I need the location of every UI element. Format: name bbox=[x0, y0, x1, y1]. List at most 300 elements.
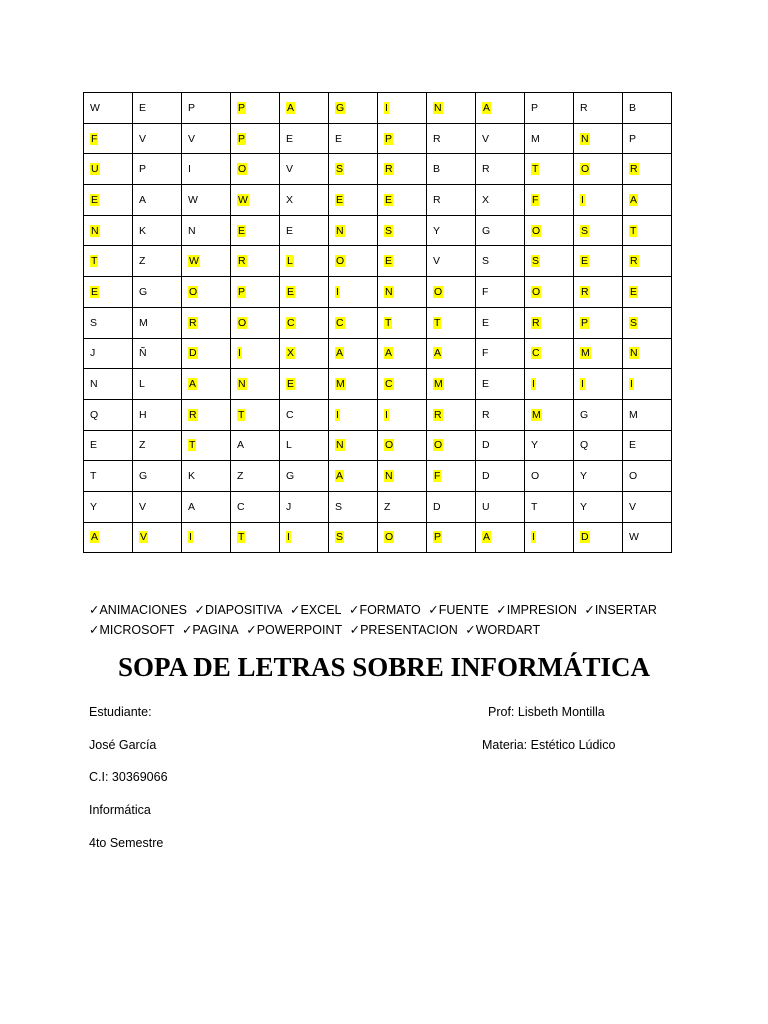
grid-letter: Y bbox=[90, 500, 98, 513]
grid-cell bbox=[476, 522, 525, 553]
grid-letter: O bbox=[238, 163, 247, 176]
grid-letter: E bbox=[581, 255, 589, 268]
grid-cell bbox=[574, 338, 623, 369]
grid-cell bbox=[329, 369, 378, 400]
grid-letter: Z bbox=[384, 500, 391, 513]
grid-cell bbox=[476, 185, 525, 216]
grid-letter: S bbox=[336, 531, 344, 544]
grid-cell bbox=[476, 338, 525, 369]
grid-letter: A bbox=[237, 439, 245, 452]
grid-cell bbox=[378, 369, 427, 400]
grid-cell bbox=[427, 123, 476, 154]
grid-letter: M bbox=[532, 408, 541, 421]
grid-letter: E bbox=[286, 132, 294, 145]
grid-cell bbox=[525, 461, 574, 492]
grid-cell bbox=[427, 369, 476, 400]
grid-cell bbox=[182, 307, 231, 338]
grid-cell bbox=[182, 215, 231, 246]
grid-cell bbox=[574, 430, 623, 461]
grid-cell bbox=[280, 491, 329, 522]
grid-cell bbox=[84, 338, 133, 369]
grid-cell bbox=[574, 399, 623, 430]
grid-cell bbox=[378, 93, 427, 124]
grid-cell bbox=[329, 246, 378, 277]
grid-cell bbox=[427, 430, 476, 461]
grid-letter: A bbox=[630, 193, 638, 206]
grid-cell bbox=[476, 154, 525, 185]
grid-letter: O bbox=[238, 316, 247, 329]
grid-cell bbox=[231, 307, 280, 338]
grid-letter: R bbox=[630, 163, 638, 176]
grid-letter: P bbox=[238, 101, 246, 114]
grid-letter: J bbox=[90, 347, 96, 360]
grid-letter: T bbox=[238, 531, 245, 544]
grid-letter: P bbox=[188, 101, 196, 114]
grid-cell bbox=[574, 154, 623, 185]
grid-letter: I bbox=[336, 285, 339, 298]
grid-letter: S bbox=[336, 163, 344, 176]
grid-cell bbox=[623, 461, 672, 492]
grid-letter: S bbox=[90, 316, 98, 329]
grid-cell bbox=[280, 461, 329, 492]
word-list-item: ✓WORDART bbox=[465, 623, 541, 637]
grid-cell bbox=[231, 277, 280, 308]
grid-letter: S bbox=[482, 255, 490, 268]
grid-letter: E bbox=[385, 255, 393, 268]
grid-cell bbox=[574, 307, 623, 338]
grid-letter: A bbox=[188, 500, 196, 513]
grid-cell bbox=[133, 430, 182, 461]
grid-letter: S bbox=[385, 224, 393, 237]
grid-letter: R bbox=[532, 316, 540, 329]
grid-letter: Q bbox=[90, 408, 99, 421]
grid-letter: A bbox=[91, 531, 99, 544]
grid-cell bbox=[378, 461, 427, 492]
grid-cell bbox=[182, 461, 231, 492]
grid-letter: Y bbox=[580, 500, 588, 513]
grid-cell bbox=[427, 461, 476, 492]
grid-cell bbox=[476, 93, 525, 124]
grid-letter: R bbox=[433, 132, 441, 145]
grid-letter: K bbox=[139, 224, 147, 237]
grid-letter: O bbox=[189, 285, 198, 298]
grid-letter: O bbox=[385, 531, 394, 544]
grid-letter: L bbox=[286, 439, 292, 452]
grid-row bbox=[84, 185, 672, 216]
grid-cell bbox=[133, 123, 182, 154]
grid-letter: F bbox=[482, 285, 489, 298]
grid-cell bbox=[574, 185, 623, 216]
grid-letter: Y bbox=[531, 439, 539, 452]
grid-cell bbox=[378, 491, 427, 522]
grid-letter: D bbox=[189, 347, 197, 360]
grid-letter: I bbox=[287, 531, 290, 544]
grid-cell bbox=[476, 215, 525, 246]
grid-letter: A bbox=[336, 470, 344, 483]
grid-letter: E bbox=[336, 193, 344, 206]
grid-cell bbox=[623, 154, 672, 185]
grid-cell bbox=[378, 430, 427, 461]
grid-cell bbox=[280, 522, 329, 553]
grid-letter: D bbox=[482, 470, 490, 483]
grid-cell bbox=[182, 338, 231, 369]
grid-letter: C bbox=[385, 378, 393, 391]
grid-cell bbox=[280, 185, 329, 216]
grid-cell bbox=[623, 123, 672, 154]
grid-letter: U bbox=[91, 163, 99, 176]
grid-row bbox=[84, 430, 672, 461]
grid-row bbox=[84, 399, 672, 430]
grid-cell bbox=[427, 338, 476, 369]
grid-letter: C bbox=[336, 316, 344, 329]
grid-cell bbox=[574, 246, 623, 277]
grid-letter: B bbox=[629, 101, 637, 114]
grid-letter: F bbox=[434, 470, 441, 483]
grid-cell bbox=[280, 246, 329, 277]
grid-cell bbox=[378, 215, 427, 246]
grid-letter: E bbox=[287, 285, 295, 298]
grid-cell bbox=[623, 246, 672, 277]
grid-cell bbox=[427, 522, 476, 553]
grid-letter: F bbox=[482, 347, 489, 360]
grid-letter: N bbox=[91, 224, 99, 237]
grid-letter: E bbox=[286, 224, 294, 237]
student-name: José García bbox=[89, 738, 157, 752]
grid-cell bbox=[574, 522, 623, 553]
grid-cell bbox=[525, 246, 574, 277]
grid-cell bbox=[84, 123, 133, 154]
grid-letter: M bbox=[629, 408, 638, 421]
grid-cell bbox=[133, 338, 182, 369]
grid-letter: W bbox=[90, 101, 100, 114]
grid-cell bbox=[133, 277, 182, 308]
grid-letter: F bbox=[91, 132, 98, 145]
subject-name: Materia: Estético Lúdico bbox=[482, 738, 616, 752]
grid-letter: O bbox=[532, 224, 541, 237]
grid-letter: M bbox=[581, 347, 590, 360]
grid-letter: P bbox=[238, 132, 246, 145]
grid-cell bbox=[329, 522, 378, 553]
grid-letter: R bbox=[189, 316, 197, 329]
grid-cell bbox=[378, 522, 427, 553]
grid-cell bbox=[231, 246, 280, 277]
grid-cell bbox=[182, 399, 231, 430]
grid-cell bbox=[231, 338, 280, 369]
grid-letter: G bbox=[286, 470, 295, 483]
grid-cell bbox=[623, 185, 672, 216]
grid-cell bbox=[182, 154, 231, 185]
grid-cell bbox=[329, 430, 378, 461]
grid-letter: O bbox=[336, 255, 345, 268]
grid-letter: B bbox=[433, 163, 441, 176]
grid-cell bbox=[427, 93, 476, 124]
grid-letter: D bbox=[482, 439, 490, 452]
grid-letter: N bbox=[385, 470, 393, 483]
grid-letter: Y bbox=[580, 470, 588, 483]
grid-letter: M bbox=[434, 378, 443, 391]
grid-cell bbox=[525, 430, 574, 461]
grid-cell bbox=[427, 277, 476, 308]
word-list-item: ✓INSERTAR bbox=[584, 603, 657, 617]
grid-letter: F bbox=[532, 193, 539, 206]
grid-letter: T bbox=[630, 224, 637, 237]
grid-cell bbox=[84, 491, 133, 522]
grid-letter: I bbox=[581, 378, 584, 391]
grid-letter: A bbox=[434, 347, 442, 360]
grid-letter: I bbox=[188, 163, 191, 176]
grid-cell bbox=[329, 154, 378, 185]
grid-cell bbox=[476, 491, 525, 522]
grid-letter: N bbox=[581, 132, 589, 145]
grid-letter: C bbox=[287, 316, 295, 329]
grid-letter: E bbox=[629, 439, 637, 452]
grid-cell bbox=[525, 399, 574, 430]
grid-cell bbox=[476, 277, 525, 308]
grid-letter: A bbox=[336, 347, 344, 360]
grid-cell bbox=[476, 307, 525, 338]
grid-cell bbox=[84, 522, 133, 553]
grid-cell bbox=[182, 430, 231, 461]
grid-cell bbox=[525, 491, 574, 522]
word-list-item: ✓EXCEL bbox=[290, 603, 342, 617]
grid-cell bbox=[84, 277, 133, 308]
grid-letter: G bbox=[580, 408, 589, 421]
word-list-item: ✓POWERPOINT bbox=[246, 623, 343, 637]
grid-letter: N bbox=[630, 347, 638, 360]
student-id: C.I: 30369066 bbox=[89, 770, 168, 784]
grid-letter: P bbox=[531, 101, 539, 114]
grid-cell bbox=[231, 185, 280, 216]
grid-row bbox=[84, 307, 672, 338]
grid-cell bbox=[280, 369, 329, 400]
grid-cell bbox=[476, 399, 525, 430]
grid-cell bbox=[182, 246, 231, 277]
grid-cell bbox=[84, 461, 133, 492]
grid-letter: Q bbox=[580, 439, 589, 452]
grid-letter: T bbox=[90, 470, 97, 483]
grid-cell bbox=[84, 93, 133, 124]
grid-cell bbox=[182, 93, 231, 124]
grid-cell bbox=[476, 461, 525, 492]
grid-letter: G bbox=[139, 285, 148, 298]
grid-letter: L bbox=[139, 378, 145, 391]
grid-letter: K bbox=[188, 470, 196, 483]
grid-cell bbox=[231, 491, 280, 522]
grid-cell bbox=[329, 307, 378, 338]
grid-letter: T bbox=[385, 316, 392, 329]
grid-cell bbox=[623, 277, 672, 308]
grid-letter: M bbox=[336, 378, 345, 391]
grid-letter: N bbox=[336, 224, 344, 237]
grid-letter: G bbox=[482, 224, 491, 237]
grid-letter: O bbox=[532, 285, 541, 298]
grid-cell bbox=[427, 215, 476, 246]
grid-letter: E bbox=[335, 132, 343, 145]
grid-cell bbox=[84, 399, 133, 430]
word-list bbox=[89, 600, 729, 640]
grid-cell bbox=[280, 154, 329, 185]
grid-cell bbox=[378, 185, 427, 216]
grid-cell bbox=[574, 491, 623, 522]
grid-cell bbox=[329, 123, 378, 154]
grid-letter: U bbox=[482, 500, 490, 513]
grid-letter: W bbox=[188, 193, 198, 206]
grid-cell bbox=[378, 123, 427, 154]
grid-letter: R bbox=[482, 408, 490, 421]
student-career: Informática bbox=[89, 803, 151, 817]
grid-letter: M bbox=[531, 132, 540, 145]
word-list-item: ✓MICROSOFT bbox=[89, 623, 175, 637]
grid-cell bbox=[84, 185, 133, 216]
grid-letter: T bbox=[531, 500, 538, 513]
grid-letter: N bbox=[188, 224, 196, 237]
grid-cell bbox=[280, 215, 329, 246]
grid-cell bbox=[525, 338, 574, 369]
student-label: Estudiante: bbox=[89, 705, 152, 719]
grid-letter: C bbox=[237, 500, 245, 513]
grid-letter: I bbox=[385, 408, 388, 421]
grid-letter: R bbox=[433, 193, 441, 206]
grid-letter: T bbox=[238, 408, 245, 421]
grid-cell bbox=[427, 246, 476, 277]
grid-letter: R bbox=[434, 408, 442, 421]
grid-cell bbox=[574, 277, 623, 308]
grid-cell bbox=[84, 430, 133, 461]
grid-letter: A bbox=[139, 193, 147, 206]
grid-letter: N bbox=[336, 439, 344, 452]
grid-cell bbox=[133, 307, 182, 338]
grid-letter: G bbox=[139, 470, 148, 483]
grid-letter: R bbox=[482, 163, 490, 176]
grid-cell bbox=[182, 522, 231, 553]
grid-letter: G bbox=[336, 101, 345, 114]
grid-letter: C bbox=[286, 408, 294, 421]
grid-cell bbox=[84, 215, 133, 246]
word-list-item: ✓FUENTE bbox=[428, 603, 489, 617]
grid-cell bbox=[231, 215, 280, 246]
grid-letter: S bbox=[335, 500, 343, 513]
grid-cell bbox=[623, 399, 672, 430]
grid-cell bbox=[182, 277, 231, 308]
grid-letter: E bbox=[482, 316, 490, 329]
grid-letter: R bbox=[581, 285, 589, 298]
grid-letter: T bbox=[532, 163, 539, 176]
grid-cell bbox=[525, 123, 574, 154]
grid-cell bbox=[133, 369, 182, 400]
grid-letter: A bbox=[385, 347, 393, 360]
grid-row bbox=[84, 369, 672, 400]
grid-cell bbox=[280, 277, 329, 308]
grid-letter: T bbox=[189, 439, 196, 452]
grid-letter: R bbox=[385, 163, 393, 176]
grid-cell bbox=[574, 369, 623, 400]
grid-letter: O bbox=[581, 163, 590, 176]
grid-letter: E bbox=[287, 378, 295, 391]
grid-cell bbox=[133, 246, 182, 277]
grid-row bbox=[84, 123, 672, 154]
grid-cell bbox=[84, 246, 133, 277]
grid-cell bbox=[525, 277, 574, 308]
grid-cell bbox=[133, 491, 182, 522]
grid-letter: T bbox=[434, 316, 441, 329]
grid-cell bbox=[574, 461, 623, 492]
grid-letter: T bbox=[91, 255, 98, 268]
grid-cell bbox=[476, 369, 525, 400]
grid-cell bbox=[427, 399, 476, 430]
grid-letter: O bbox=[531, 470, 540, 483]
grid-cell bbox=[329, 491, 378, 522]
grid-letter: W bbox=[189, 255, 199, 268]
grid-cell bbox=[231, 93, 280, 124]
grid-letter: A bbox=[287, 101, 295, 114]
grid-letter: A bbox=[483, 531, 491, 544]
grid-letter: M bbox=[139, 316, 148, 329]
grid-row bbox=[84, 277, 672, 308]
grid-letter: E bbox=[238, 224, 246, 237]
grid-cell bbox=[231, 369, 280, 400]
grid-letter: Y bbox=[433, 224, 441, 237]
grid-letter: X bbox=[482, 193, 490, 206]
grid-letter: X bbox=[286, 193, 294, 206]
grid-letter: E bbox=[91, 193, 99, 206]
grid-letter: O bbox=[385, 439, 394, 452]
grid-letter: R bbox=[580, 101, 588, 114]
word-list-item: ✓FORMATO bbox=[348, 603, 421, 617]
grid-row bbox=[84, 491, 672, 522]
grid-cell bbox=[231, 461, 280, 492]
grid-cell bbox=[231, 522, 280, 553]
grid-letter: P bbox=[629, 132, 637, 145]
grid-cell bbox=[329, 461, 378, 492]
grid-cell bbox=[231, 154, 280, 185]
grid-letter: I bbox=[189, 531, 192, 544]
word-search-grid bbox=[83, 92, 672, 553]
grid-cell bbox=[525, 154, 574, 185]
grid-letter: N bbox=[434, 101, 442, 114]
grid-cell bbox=[280, 123, 329, 154]
grid-cell bbox=[231, 430, 280, 461]
grid-cell bbox=[329, 215, 378, 246]
grid-cell bbox=[574, 93, 623, 124]
grid-letter: I bbox=[532, 378, 535, 391]
grid-letter: R bbox=[189, 408, 197, 421]
grid-letter: C bbox=[532, 347, 540, 360]
grid-cell bbox=[525, 93, 574, 124]
grid-letter: W bbox=[238, 193, 248, 206]
grid-cell bbox=[525, 185, 574, 216]
grid-letter: Z bbox=[139, 439, 146, 452]
grid-letter: Z bbox=[139, 255, 146, 268]
grid-cell bbox=[133, 185, 182, 216]
grid-cell bbox=[133, 154, 182, 185]
grid-letter: E bbox=[482, 378, 490, 391]
grid-letter: V bbox=[188, 132, 196, 145]
grid-cell bbox=[84, 154, 133, 185]
grid-cell bbox=[231, 123, 280, 154]
grid-letter: V bbox=[286, 163, 294, 176]
grid-letter: O bbox=[434, 285, 443, 298]
grid-letter: R bbox=[238, 255, 246, 268]
grid-letter: P bbox=[238, 285, 246, 298]
grid-letter: S bbox=[532, 255, 540, 268]
grid-cell bbox=[329, 185, 378, 216]
grid-cell bbox=[378, 338, 427, 369]
grid-letter: I bbox=[581, 193, 584, 206]
page-title: SOPA DE LETRAS SOBRE INFORMÁTICA bbox=[117, 652, 651, 682]
grid-cell bbox=[329, 338, 378, 369]
word-list-item: ✓ANIMACIONES bbox=[89, 603, 187, 617]
grid-letter: D bbox=[433, 500, 441, 513]
